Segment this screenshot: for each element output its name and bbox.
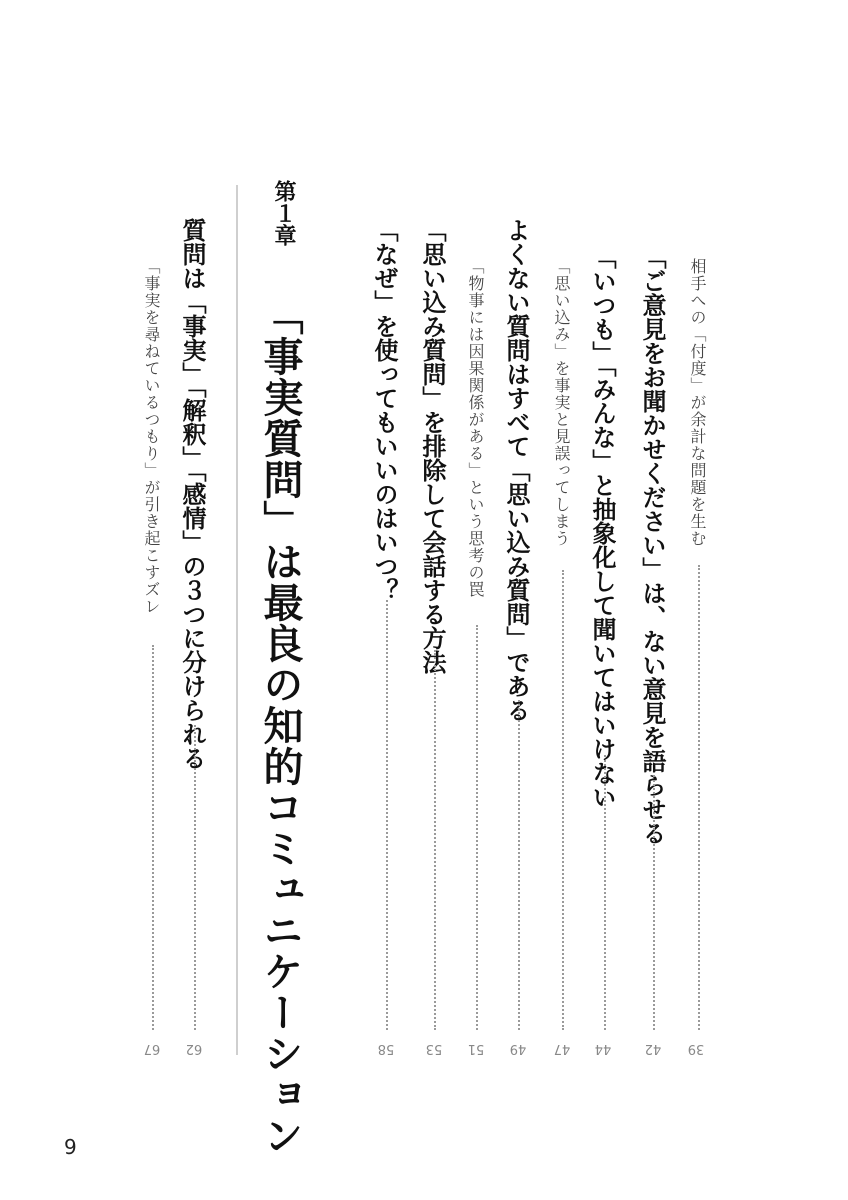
toc-entry-title: 「なぜ」を使ってもいいのはいつ？ <box>370 218 398 602</box>
chapter-title: 「事実質問」は最良の知的コミュニケーション <box>257 295 303 1156</box>
toc-entry-title: 「ご意見をお聞かせください」は、ない意見を語らせる <box>638 245 666 845</box>
dot-leader <box>562 570 564 1030</box>
toc-entry-title: 「事実を尋ねているつもり」が引き起こすズレ <box>142 258 161 615</box>
toc-page-number: 47 <box>553 1041 571 1056</box>
toc-page-number: 67 <box>143 1041 161 1056</box>
toc-page-number: 58 <box>377 1041 395 1056</box>
dot-leader <box>152 645 154 1030</box>
dot-leader <box>434 650 436 1030</box>
chapter-label: 第１章 <box>271 180 296 246</box>
toc-page-number: 62 <box>185 1041 203 1056</box>
dot-leader <box>653 775 655 1030</box>
toc-entry-title: 「思い込み」を事実と見誤ってしまう <box>552 258 571 547</box>
toc-page-number: 39 <box>687 1041 705 1056</box>
toc-page-number: 42 <box>644 1041 662 1056</box>
dot-leader <box>194 725 196 1030</box>
dot-leader <box>476 625 478 1030</box>
toc-entry-title: 「物事には因果関係がある」という思考の罠 <box>466 258 485 598</box>
toc-entry-title: 「思い込み質問」を排除して会話する方法 <box>418 218 446 674</box>
page-number: 9 <box>64 1135 77 1159</box>
toc-page-number: 53 <box>425 1041 443 1056</box>
dot-leader <box>386 600 388 1030</box>
toc-entry-title: 「いつも」「みんな」と抽象化して聞いてはいけない <box>588 245 616 809</box>
toc-page-number: 51 <box>467 1041 485 1056</box>
dot-leader <box>604 755 606 1030</box>
toc-entry-title: 質問は「事実」「解釈」「感情」の３つに分けられる <box>178 218 206 770</box>
dot-leader <box>698 565 700 1030</box>
toc-page-number: 49 <box>509 1041 527 1056</box>
toc-entry-title: よくない質問はすべて「思い込み質問」である <box>502 218 530 722</box>
toc-page-number: 44 <box>594 1041 612 1056</box>
dot-leader <box>518 700 520 1030</box>
toc-entry-title: 相手への「付度」が余計な問題を生む <box>688 258 707 547</box>
chapter-divider-rule <box>236 185 238 1055</box>
